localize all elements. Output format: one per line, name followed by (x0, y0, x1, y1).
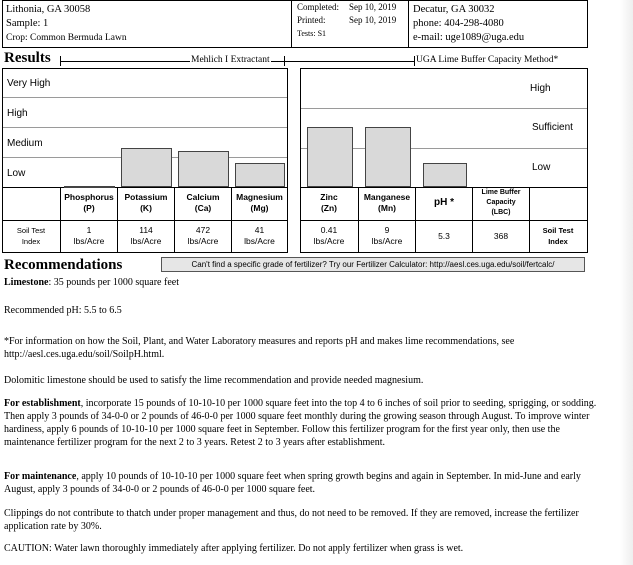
tests-label: Tests: (297, 29, 316, 38)
value-potassium: 114 lbs/Acre (130, 225, 162, 246)
value-calcium: 472 lbs/Acre (187, 225, 219, 246)
limestone-rate (4, 276, 598, 289)
left-chart-baseline (3, 187, 287, 188)
completed-value: Sep 10, 2019 (349, 2, 397, 12)
caution-note: CAUTION: Water lawn thoroughly immediately after applying fertilizer. Do not apply fertilizer when grass is wet. (4, 543, 464, 554)
establishment-text: , incorporate 15 pounds of 10-10-10 per 1000 square feet into the top 4 to 6 inches of soil prior to seeding, sprigging, or sodding. Then apply 3 pounds of 34-0-0 or 2 pounds of 46-0-0 per 1000 square feet monthly during the growing season through August. To improve winter hardiness, apply 6 pounds of 10-10-10 per 1000 square feet in September. Follow this fertilizer program for the first year only, then use the maintenance fertilizer program for the next 2 to 3 years. Retest 2 to 3 years after establishment. (4, 398, 597, 448)
lime-bracket (284, 61, 414, 62)
header-phosphorus: Phosphorus (P) (64, 192, 114, 213)
report-dates (297, 1, 396, 40)
header-calcium: Calcium (Ca) (186, 192, 220, 213)
dolomitic-note: Dolomitic limestone should be used to satisfy the lime recommendation and provide needed magnesium. (4, 375, 424, 386)
limestone-label: Limestone (4, 277, 49, 288)
office-city: Decatur, GA 30032 (413, 4, 495, 15)
bar-potassium (121, 148, 172, 187)
soil-test-index-label-right: Soil Test Index (542, 226, 574, 246)
level-low: Low (7, 168, 26, 179)
header-divider-1 (291, 0, 292, 48)
value-magnesium: 41 lbs/Acre (244, 225, 275, 246)
bar-zinc (307, 127, 353, 187)
establishment-program (4, 397, 598, 449)
left-level-line-1 (3, 97, 287, 98)
level-right-low: Low (532, 162, 551, 173)
level-high: High (7, 108, 28, 119)
client-city: Lithonia, GA 30058 (6, 4, 91, 15)
value-zinc: 0.41 lbs/Acre (313, 225, 345, 246)
completed-label: Completed: (297, 2, 339, 12)
level-medium: Medium (7, 138, 43, 149)
level-right-high: High (530, 83, 551, 94)
mehlich-bracket-left-tick (60, 56, 61, 66)
recommendations-title: Recommendations (4, 257, 123, 273)
right-col-sep-4 (529, 187, 530, 253)
mehlich-label: Mehlich I Extractant (191, 55, 270, 65)
bar-calcium (178, 151, 229, 187)
header-divider-2 (408, 0, 409, 48)
office-phone: phone: 404-298-4080 (413, 18, 504, 29)
sample-number: Sample: 1 (6, 18, 49, 29)
value-lbc: 368 (493, 231, 509, 241)
crop-name: Crop: Common Bermuda Lawn (6, 33, 127, 43)
printed-label: Printed: (297, 15, 326, 25)
maintenance-text: , apply 10 pounds of 10-10-10 per 1000 square feet when spring growth begins and again in September. In mid-June and early August, apply 3 pounds of 34-0-0 or 2 pounds of 46-0-0 per 1000 square feet. (4, 471, 581, 495)
level-very-high: Very High (7, 78, 51, 89)
right-level-line-1 (301, 108, 587, 109)
lime-bracket-tick (414, 56, 415, 66)
bar-manganese (365, 127, 411, 187)
maintenance-program (4, 470, 598, 496)
maintenance-label: For maintenance (4, 471, 77, 482)
header-potassium: Potassium (K) (124, 192, 168, 213)
left-table-rule (3, 220, 287, 221)
right-chart-baseline (301, 187, 587, 188)
bar-magnesium (235, 163, 285, 187)
office-email: e-mail: uge1089@uga.edu (413, 32, 525, 43)
header-lbc: Lime Buffer Capacity (LBC) (481, 189, 521, 216)
level-right-sufficient: Sufficient (532, 122, 573, 133)
fertilizer-calculator-banner[interactable]: Can't find a specific grade of fertilizer? Try our Fertilizer Calculator: http://aesl.ces.uga.edu/soil/fertcalc/ (161, 257, 585, 272)
bar-ph (423, 163, 467, 187)
recommended-ph: Recommended pH: 5.5 to 6.5 (4, 305, 122, 316)
ph-note: *For information on how the Soil, Plant, and Water Laboratory measures and reports pH and makes lime recommendations, see http://aesl.ces.uga.edu/soil/SoilpH.html. (4, 336, 515, 360)
header-ph: pH * (434, 197, 454, 208)
header-zinc: Zinc (Zn) (320, 192, 338, 213)
left-level-line-2 (3, 127, 287, 128)
clippings-note: Clippings do not contribute to thatch under proper management and thus, do not need to be removed. If they are removed, increase the fertilizer application rate by 30%. (4, 508, 579, 532)
client-address (6, 3, 127, 45)
right-table-rule (301, 220, 587, 221)
bar-phosphorus (64, 186, 115, 188)
page-edge-shadow (620, 0, 633, 565)
establishment-label: For establishment (4, 398, 81, 409)
value-phosphorus: 1 lbs/Acre (73, 225, 105, 246)
tests-value: S1 (317, 29, 327, 38)
lime-method-label: UGA Lime Buffer Capacity Method* (416, 55, 559, 65)
value-ph: 5.3 (438, 231, 450, 241)
header-manganese: Manganese (Mn) (363, 192, 411, 213)
soil-test-index-label-left: Soil Test Index (16, 226, 46, 246)
printed-value: Sep 10, 2019 (349, 15, 397, 25)
header-magnesium: Magnesium (Mg) (236, 192, 283, 213)
results-title: Results (4, 50, 51, 66)
limestone-text: : 35 pounds per 1000 square feet (48, 277, 179, 288)
office-address (413, 3, 524, 45)
value-manganese: 9 lbs/Acre (371, 225, 403, 246)
